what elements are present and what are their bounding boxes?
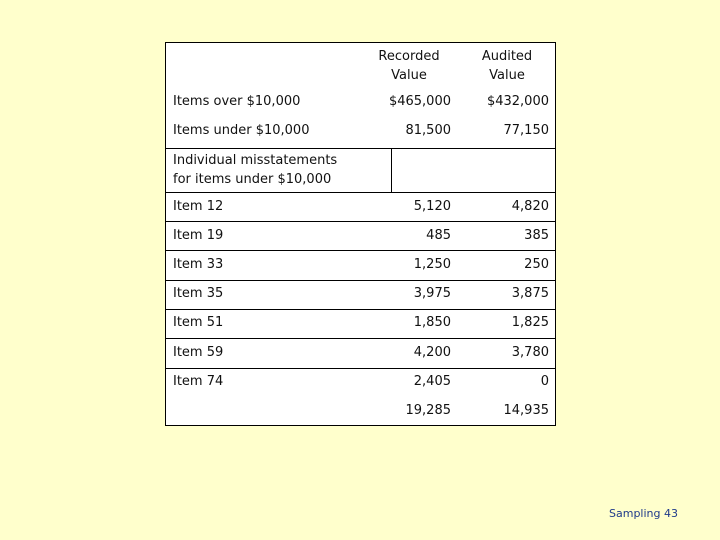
total-recorded: 19,285: [405, 403, 451, 418]
row-label-over: Items over $10,000: [173, 94, 301, 109]
item-recorded: 1,250: [413, 257, 451, 272]
grid-line: [166, 338, 555, 339]
item-recorded: 485: [426, 228, 451, 243]
item-label: Item 33: [173, 257, 224, 272]
total-audited: 14,935: [503, 403, 549, 418]
row-audited-under: 77,150: [503, 123, 549, 138]
item-label: Item 35: [173, 286, 224, 301]
item-audited: 3,780: [511, 345, 549, 360]
item-audited: 1,825: [511, 315, 549, 330]
item-label: Item 74: [173, 374, 224, 389]
section-label-line1: Individual misstatements: [173, 153, 338, 168]
row-recorded-over: $465,000: [388, 94, 451, 109]
grid-line: [166, 309, 555, 310]
item-label: Item 51: [173, 315, 224, 330]
grid-line: [166, 280, 555, 281]
grid-line: [166, 221, 555, 222]
item-audited: 250: [524, 257, 549, 272]
grid-line: [166, 148, 555, 149]
row-label-under: Items under $10,000: [173, 123, 310, 138]
item-recorded: 2,405: [413, 374, 451, 389]
slide-footer: Sampling 43: [609, 507, 678, 520]
item-label: Item 12: [173, 199, 224, 214]
grid-line: [166, 368, 555, 369]
header-audited-line1: Audited: [481, 49, 533, 64]
misstatement-table: [165, 42, 556, 426]
header-audited-line2: Value: [489, 68, 525, 83]
item-audited: 3,875: [511, 286, 549, 301]
grid-line-vertical: [391, 148, 392, 192]
item-label: Item 19: [173, 228, 224, 243]
header-recorded-line2: Value: [391, 68, 427, 83]
grid-line: [166, 192, 555, 193]
item-recorded: 5,120: [413, 199, 451, 214]
item-recorded: 3,975: [413, 286, 451, 301]
section-label-line2: for items under $10,000: [173, 172, 332, 187]
item-audited: 4,820: [511, 199, 549, 214]
item-audited: 0: [540, 374, 549, 389]
row-recorded-under: 81,500: [405, 123, 451, 138]
item-recorded: 1,850: [413, 315, 451, 330]
item-label: Item 59: [173, 345, 224, 360]
grid-line: [166, 250, 555, 251]
item-audited: 385: [524, 228, 549, 243]
item-recorded: 4,200: [413, 345, 451, 360]
row-audited-over: $432,000: [486, 94, 549, 109]
header-recorded-line1: Recorded: [378, 49, 440, 64]
